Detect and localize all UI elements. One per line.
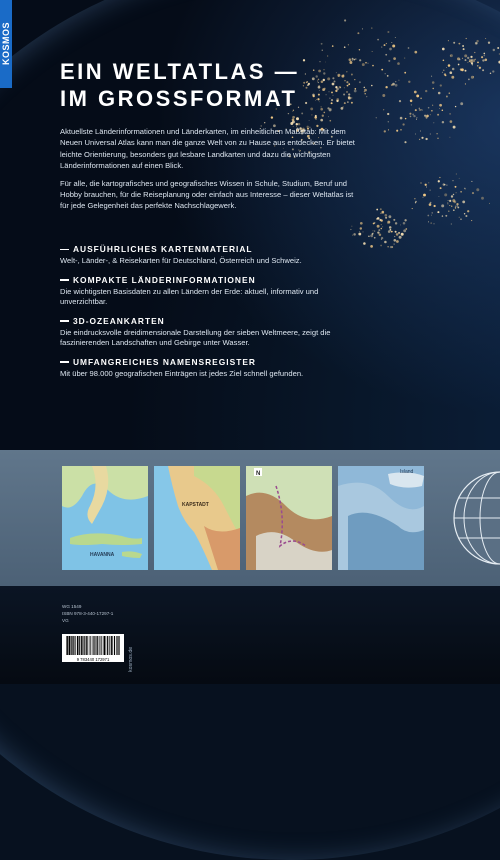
publisher-tab [0, 0, 12, 88]
svg-text:N: N [256, 471, 261, 477]
feature-description: Die eindrucksvolle dreidimensionale Darstellung der sieben Weltmeere, zeigt die faszinierenden Landschaften und Gebirge unter Wasser. [60, 327, 331, 347]
map-label-island: Island [400, 469, 414, 475]
imprint-isbn: ISBN 978-3-440-17297-1 [62, 611, 114, 616]
feature-item [60, 275, 360, 308]
intro-text [60, 126, 360, 218]
publisher-url: kosmos.de [128, 646, 134, 672]
imprint-code: VG [62, 618, 69, 623]
feature-item [60, 316, 360, 349]
dash-icon [60, 320, 69, 322]
globe-icon [450, 468, 500, 568]
dash-icon [60, 361, 69, 363]
dash-icon [60, 279, 69, 281]
intro-paragraph-2: Für alle, die kartografisches und geografisches Wissen in Schule, Studium, Beruf und Hobby brauchen, für die Reiseplanung oder einfach aus Interesse – dieser Weltatlas ist für jede Gelegenheit das perfekte Nachschlagewerk. [60, 178, 354, 211]
map-label-kapstadt: KAPSTADT [182, 502, 209, 508]
feature-description: Die wichtigsten Basisdaten zu allen Ländern der Erde: aktuell, informativ und unverzichtbar. [60, 286, 319, 306]
headline [60, 58, 299, 112]
feature-item [60, 357, 360, 380]
south-africa-map-thumbnail [154, 466, 240, 570]
barcode-number: 9 783440 172971 [76, 657, 110, 662]
imprint-wg: WG 1549 [62, 604, 82, 609]
publisher-logo: KOSMOS [1, 22, 11, 66]
feature-heading: UMFANGREICHES NAMENSREGISTER [73, 356, 256, 367]
caribbean-map-thumbnail [62, 466, 148, 570]
dash-icon [60, 249, 69, 251]
switzerland-map-thumbnail [246, 466, 332, 570]
feature-heading: KOMPAKTE LÄNDERINFORMATIONEN [73, 274, 256, 285]
feature-list [60, 244, 360, 387]
headline-line-1: EIN WELTATLAS — [60, 59, 300, 84]
feature-item [60, 244, 360, 267]
feature-description: Welt-, Länder-, & Reisekarten für Deutschland, Österreich und Schweiz. [60, 256, 302, 265]
feature-heading: AUSFÜHRLICHES KARTENMATERIAL [73, 244, 253, 254]
feature-heading: 3D-OZEANKARTEN [73, 315, 165, 326]
intro-paragraph-1: Aktuellste Länderinformationen und Länderkarten, im einheitlichen Maßstab: Mit dem Neuen Universal Atlas kann man die ganze Welt von zu Hause aus entdecken. Er bietet leichte Orientierung, besonders gut lesbare Landkarten und dazu die wichtigsten Länderinformationen auf einen Blick. [60, 127, 355, 171]
feature-description: Mit über 98.000 geografischen Einträgen ist jedes Ziel schnell gefunden. [60, 368, 304, 378]
headline-line-2: IM GROSSFORMAT [60, 86, 298, 111]
map-label-havanna: HAVANNA [90, 552, 115, 558]
barcode [62, 634, 124, 662]
iceland-ocean-map-thumbnail [338, 466, 424, 570]
map-preview-band [0, 450, 500, 586]
